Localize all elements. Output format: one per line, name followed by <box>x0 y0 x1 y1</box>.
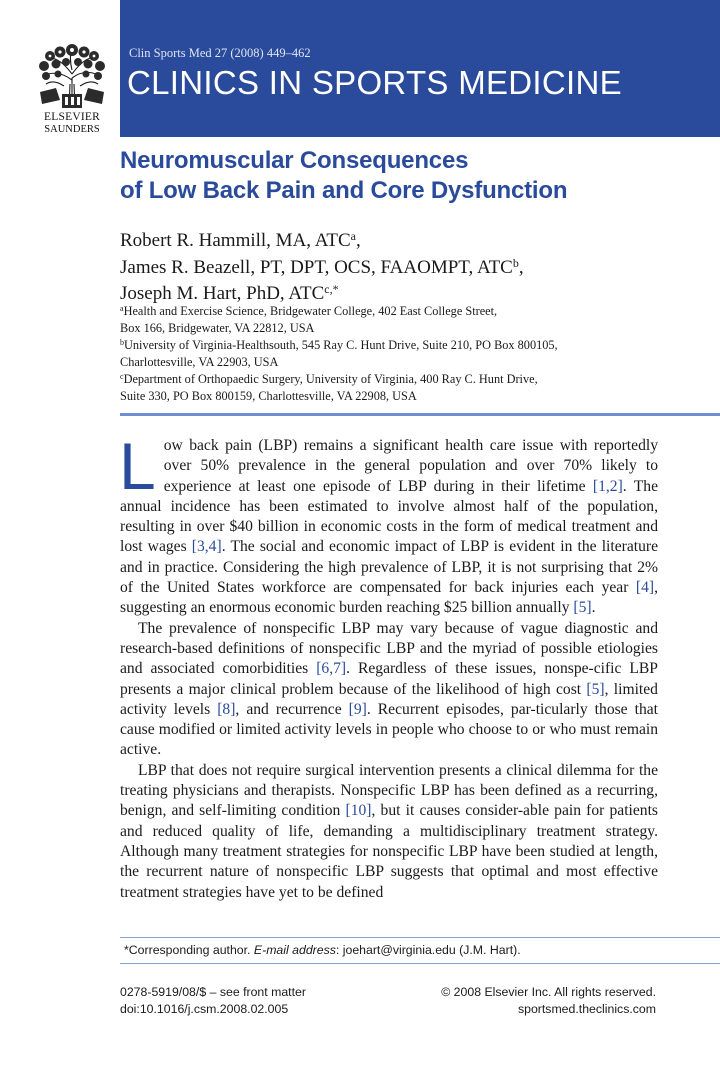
email-label: E-mail address <box>253 943 336 957</box>
journal-citation: Clin Sports Med 27 (2008) 449–462 <box>129 46 311 60</box>
affiliation-marker: c <box>120 371 124 381</box>
body-text-run: . The social and economic impact of LBP is evident in the literature and in practice. Considering the high prevalence of LBP, it is not surprising that 2% of the United States workforce are compensated for back injuries each year <box>120 538 659 597</box>
affiliation-line: Box 166, Bridgewater, VA 22812, USA <box>120 320 315 335</box>
author-separator: , <box>518 256 524 278</box>
affiliation-line: Department of Orthopaedic Surgery, University of Virginia, 400 Ray C. Hunt Drive, <box>123 371 538 386</box>
article-identifiers <box>120 984 306 1018</box>
article-title <box>120 146 710 206</box>
body-text-run: . Regardless of these issues, nonspe-cific LBP presents a major clinical problem because of the likelihood of high cost <box>120 660 658 698</box>
body-text-run: . The annual incidence has been estimated to involve almost half of the population, resulting in over $40 billion in economic costs in the form of medical treatment and lost wages <box>120 477 658 556</box>
citation-link[interactable]: [8] <box>217 700 236 718</box>
drop-cap: L <box>119 429 156 503</box>
email-link[interactable]: joehart@virginia.edu <box>342 943 456 957</box>
affiliation-line: University of Virginia-Healthsouth, 545 Ray C. Hunt Drive, Suite 210, PO Box 800105, <box>124 337 558 352</box>
email-separator: : <box>335 943 343 957</box>
citation-link[interactable]: [4] <box>635 579 655 597</box>
website-link[interactable]: sportsmed.theclinics.com <box>517 1002 656 1016</box>
body-text-run: LBP that does not require surgical intervention presents a clinical dilemma for the treating physicians and therapists. Nonspecific LBP has been defined as a recurring, benign, and self-limiting condition <box>120 761 658 820</box>
author-superscript[interactable]: b <box>512 255 519 270</box>
citation-link[interactable]: [6,7] <box>316 660 347 678</box>
citation-link[interactable]: [9] <box>348 700 367 718</box>
body-text-run: The prevalence of nonspecific LBP may vary because of vague diagnostic and research-based definitions of nonspecific LBP and the myriad of possible etiologies and associated comorbidities <box>120 619 658 678</box>
citation-link[interactable]: [5] <box>586 680 605 698</box>
journal-header <box>120 0 720 137</box>
affiliation <box>120 303 710 320</box>
header-divider <box>120 413 720 416</box>
citation-link[interactable]: [3,4] <box>191 538 222 556</box>
affiliation-marker: a <box>120 304 124 313</box>
article-title-line: Neuromuscular Consequences <box>120 147 469 174</box>
affiliation-list <box>120 303 710 404</box>
body-text-run: . Recurrent episodes, par-ticularly those that cause modified or limited activity levels in people who choose to or who must remain active. <box>120 700 659 759</box>
body-text-run: . <box>591 599 596 617</box>
author-superscript[interactable]: c,* <box>324 282 339 296</box>
body-text-run: ow back pain (LBP) remains a significant health care issue with reportedly over 50% prevalence in the general population and over 70% likely to experience at least one episode of LBP during in their lifetime <box>163 437 658 495</box>
citation-link[interactable]: [1,2] <box>592 477 623 495</box>
elsevier-logo <box>36 44 108 139</box>
author-superscript[interactable]: a <box>350 229 356 243</box>
body-text-run: , suggesting an enormous economic burden reaching $25 billion annually <box>120 579 658 617</box>
author <box>120 228 710 255</box>
body-text-run: , but it causes consider-able pain for patients and reduced quality of life, demanding a multidisciplinary treatment strategy. Although many treatment strategies for nonspecific LBP have been studied at length, the recurrent nature of nonspecific LBP suggests that optimal and most effective treatment strategies have yet to be defined <box>120 802 659 901</box>
publisher-name: ELSEVIER <box>44 111 100 123</box>
affiliation-marker: b <box>120 337 124 347</box>
author-name: Robert R. Hammill, MA, ATC <box>120 230 351 251</box>
bottom-divider <box>120 963 720 964</box>
author-name: Joseph M. Hart, PhD, ATC <box>120 283 325 304</box>
article-title-line: of Low Back Pain and Core Dysfunction <box>120 177 568 204</box>
affiliation-line: Suite 330, PO Box 800159, Charlottesville, VA 22908, USA <box>120 388 417 403</box>
copyright-block <box>441 984 656 1018</box>
citation-link[interactable]: [5] <box>573 599 592 617</box>
author <box>120 255 710 282</box>
footnote-prefix: *Corresponding author. <box>124 943 254 957</box>
citation-link[interactable]: [10] <box>345 802 372 820</box>
body-paragraph <box>119 429 659 619</box>
doi-link[interactable]: doi:10.1016/j.csm.2008.02.005 <box>120 1002 289 1016</box>
author-list <box>120 228 710 308</box>
author-name: James R. Beazell, PT, DPT, OCS, FAAOMPT, ATC <box>120 256 513 278</box>
footnote-divider <box>120 937 720 938</box>
body-paragraph <box>120 761 658 903</box>
issn-text: 0278-5919/08/$ – see front matter <box>120 985 306 999</box>
body-text-run: , and recurrence <box>235 700 349 718</box>
journal-title: CLINICS IN SPORTS MEDICINE <box>127 64 622 101</box>
affiliation <box>120 371 710 388</box>
elsevier-tree-icon <box>36 44 108 110</box>
footnote-suffix: (J.M. Hart). <box>455 943 521 957</box>
body-paragraph <box>120 619 658 761</box>
author-separator: , <box>355 230 361 251</box>
affiliation-line: Health and Exercise Science, Bridgewater College, 402 East College Street, <box>123 304 498 318</box>
affiliation-line: Charlottesville, VA 22903, USA <box>120 354 279 369</box>
affiliation <box>120 337 710 354</box>
corresponding-author-note <box>124 942 521 958</box>
article-body <box>119 429 659 903</box>
publisher-imprint: SAUNDERS <box>44 124 100 135</box>
copyright-text: © 2008 Elsevier Inc. All rights reserved. <box>441 985 656 999</box>
body-text-run: , limited activity levels <box>120 680 658 718</box>
